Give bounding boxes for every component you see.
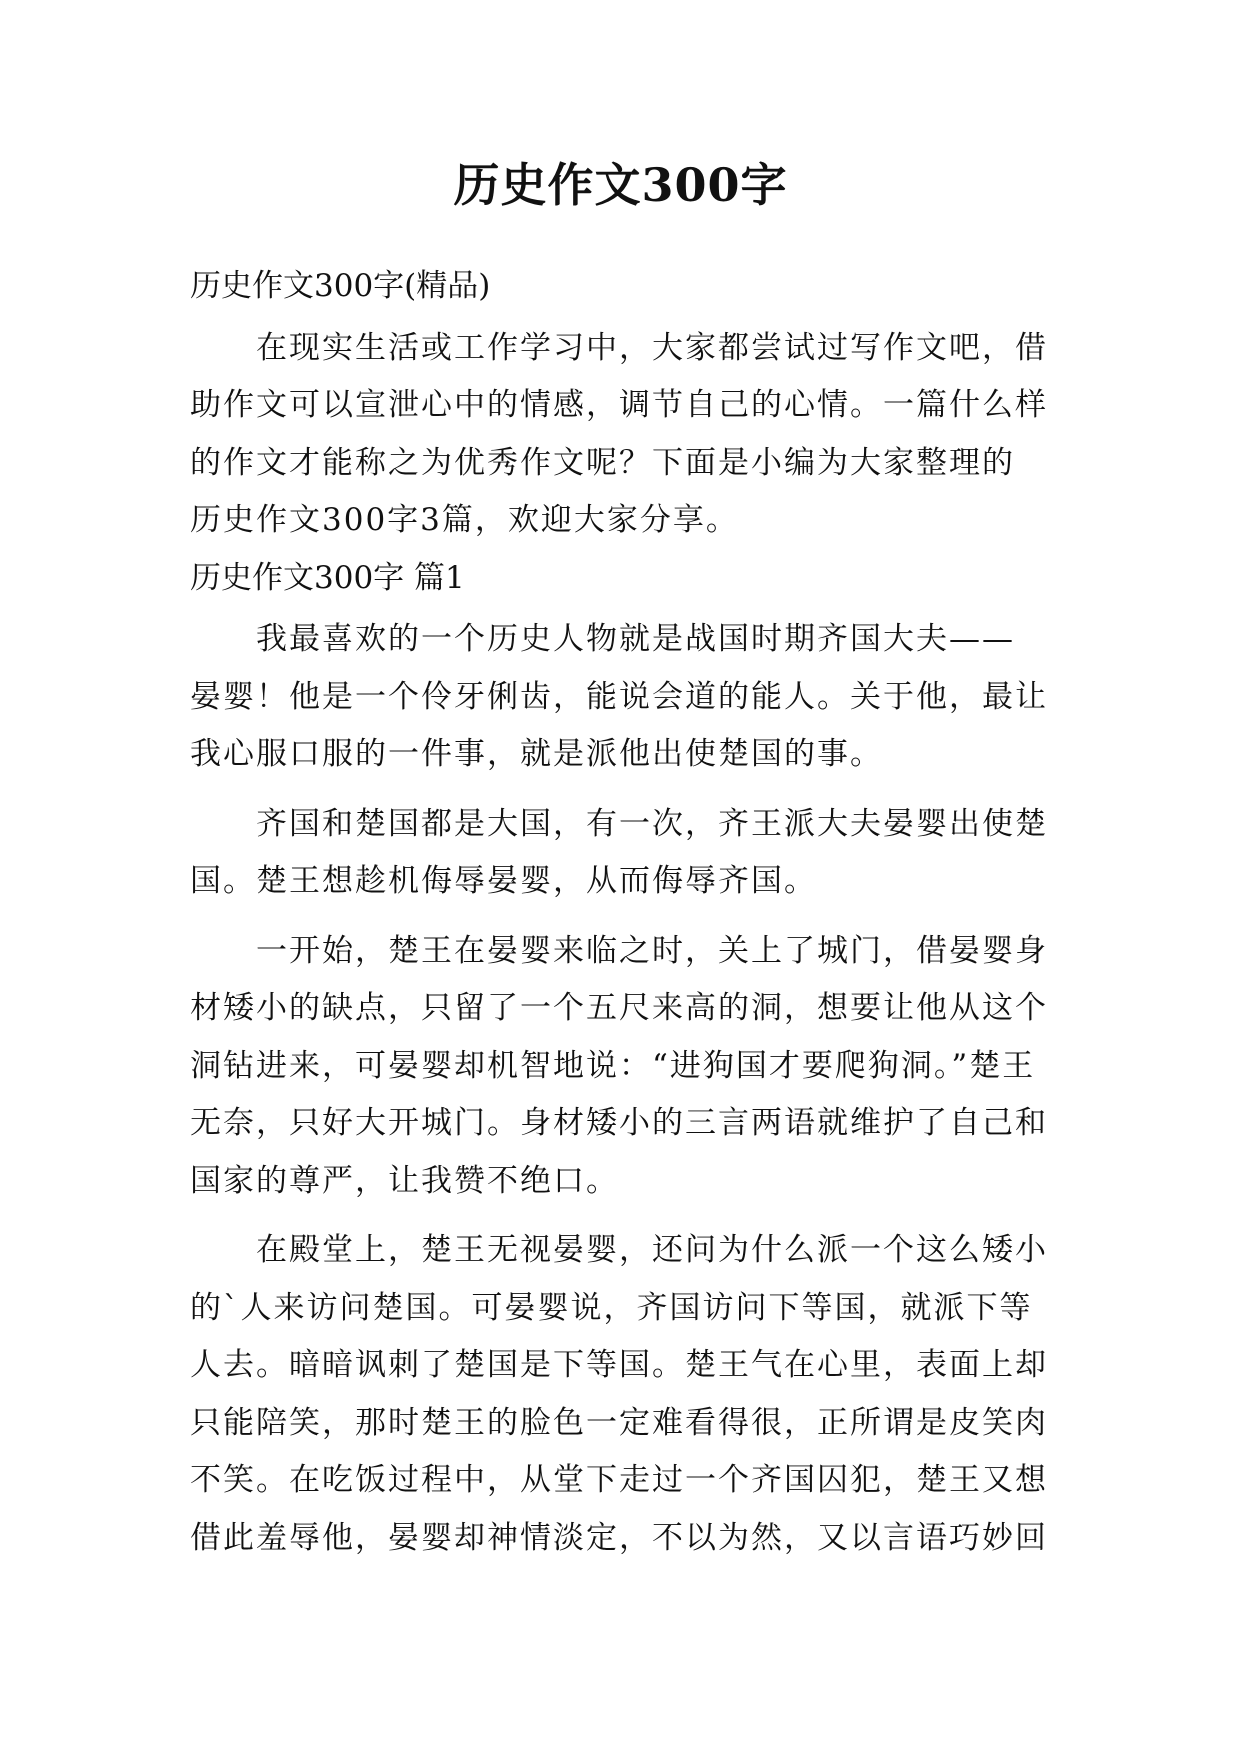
essay-line-15: 不笑。在吃饭过程中，从堂下走过一个齐国囚犯，楚王又想	[190, 1462, 1048, 1498]
section-heading-1: 历史作文300字 篇1	[190, 559, 465, 596]
essay-line-3: 我心服口服的一件事，就是派他出使楚国的事。	[190, 736, 883, 772]
essay-line-16: 借此羞辱他，晏婴却神情淡定，不以为然，又以言语巧妙回	[190, 1519, 1048, 1556]
essay-line-12: 的`人来访问楚国。可晏婴说，齐国访问下等国，就派下等	[190, 1289, 1033, 1326]
essay-line-10: 国家的尊严，让我赞不绝口。	[190, 1162, 619, 1199]
intro-line-1: 在现实生活或工作学习中，大家都尝试过写作文吧，借	[190, 329, 1048, 366]
intro-line-4: 历史作文300字3篇，欢迎大家分享。	[190, 502, 739, 538]
essay-line-9: 无奈，只好大开城门。身材矮小的三言两语就维护了自己和	[190, 1105, 1048, 1141]
essay-line-14: 只能陪笑，那时楚王的脸色一定难看得很，正所谓是皮笑肉	[190, 1404, 1048, 1441]
essay-line-11: 在殿堂上，楚王无视晏婴，还问为什么派一个这么矮小	[190, 1232, 1048, 1268]
essay-line-6: 一开始，楚王在晏婴来临之时，关上了城门，借晏婴身	[190, 932, 1048, 969]
intro-line-2: 助作文可以宣泄心中的情感，调节自己的心情。一篇什么样	[190, 387, 1048, 423]
intro-line-3: 的作文才能称之为优秀作文呢？下面是小编为大家整理的	[190, 444, 1015, 481]
document-body	[190, 258, 1052, 1567]
essay-line-4: 齐国和楚国都是大国，有一次，齐王派大夫晏婴出使楚	[190, 805, 1048, 842]
essay-line-2: 晏婴！他是一个伶牙俐齿，能说会道的能人。关于他，最让	[190, 678, 1048, 715]
essay-line-5: 国。楚王想趁机侮辱晏婴，从而侮辱齐国。	[190, 863, 817, 899]
subtitle-line: 历史作文300字(精品)	[190, 268, 491, 304]
essay-line-8: 洞钻进来，可晏婴却机智地说：“进狗国才要爬狗洞。”楚王	[190, 1047, 1036, 1084]
document-title: 历史作文300字	[453, 158, 788, 212]
essay-line-1: 我最喜欢的一个历史人物就是战国时期齐国大夫——	[190, 621, 1015, 657]
essay-line-13: 人去。暗暗讽刺了楚国是下等国。楚王气在心里，表面上却	[190, 1347, 1048, 1383]
essay-line-7: 材矮小的缺点，只留了一个五尺来高的洞，想要让他从这个	[190, 990, 1048, 1026]
